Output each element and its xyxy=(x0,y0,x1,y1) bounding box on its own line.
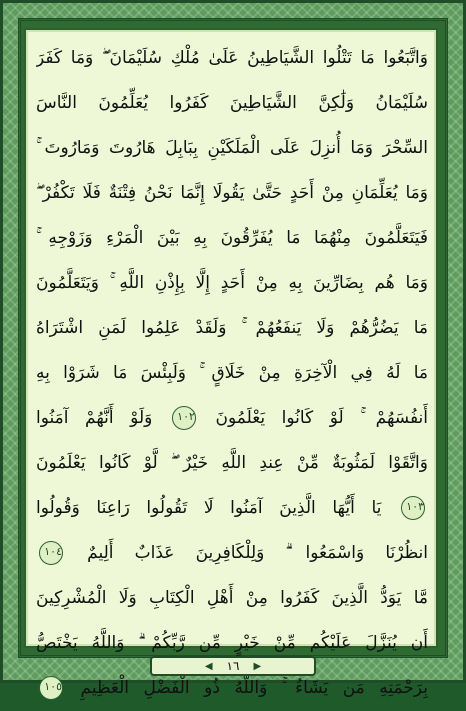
verse-line xyxy=(36,576,428,621)
verse-line xyxy=(36,351,428,396)
verse-line xyxy=(36,441,428,486)
ayah-number-marker: ١٠٣ xyxy=(401,496,425,520)
verse-line xyxy=(36,36,428,81)
verse-line xyxy=(36,126,428,171)
verse-text: وَاتَّقَوْا لَمَثُوبَةٌ مِّنْ عِندِ اللَّهِ خَيْرٌ ۖ لَّوْ كَانُوا يَعْلَمُونَ xyxy=(36,453,428,473)
verse-text: وَمَا يُعَلِّمَانِ مِنْ أَحَدٍ حَتَّىٰ يَقُولَا إِنَّمَا نَحْنُ فِتْنَةٌ فَلَا تَكْفُرْ ۖ xyxy=(36,183,428,203)
verse-text: وَاتَّبَعُوا مَا تَتْلُوا الشَّيَاطِينُ عَلَىٰ مُلْكِ سُلَيْمَانَ ۖ وَمَا كَفَرَ xyxy=(36,48,428,68)
ayah-number-marker: ١٠٥ xyxy=(39,676,63,700)
verse-lines xyxy=(36,36,428,711)
verse-line xyxy=(36,171,428,216)
verse-line xyxy=(36,216,428,261)
verse-line xyxy=(36,306,428,351)
verse-line xyxy=(36,396,428,441)
verse-text: انظُرْنَا وَاسْمَعُوا ۗ وَلِلْكَافِرِينَ عَذَابٌ أَلِيمٌ xyxy=(87,543,428,563)
verse-text: أَنفُسَهُمْ ۚ لَوْ كَانُوا يَعْلَمُونَ xyxy=(215,408,428,428)
verse-text: سُلَيْمَانُ وَلَٰكِنَّ الشَّيَاطِينَ كَفَرُوا يُعَلِّمُونَ النَّاسَ xyxy=(36,93,428,113)
verse-line xyxy=(36,261,428,306)
prev-page-icon[interactable]: ◀ xyxy=(204,660,213,672)
page-footer xyxy=(150,656,316,676)
verse-line xyxy=(36,531,428,576)
verse-text: وَمَا هُم بِضَارِّينَ بِهِ مِنْ أَحَدٍ إِلَّا بِإِذْنِ اللَّهِ ۚ وَيَتَعَلَّمُونَ xyxy=(36,273,428,293)
verse-text: مَا لَهُ فِي الْآخِرَةِ مِنْ خَلَاقٍ ۚ وَلَبِئْسَ مَا شَرَوْا بِهِ xyxy=(36,363,428,383)
ayah-number-marker: ١٠٢ xyxy=(172,406,196,430)
verse-text: مَا يَضُرُّهُمْ وَلَا يَنفَعُهُمْ ۚ وَلَقَدْ عَلِمُوا لَمَنِ اشْتَرَاهُ xyxy=(36,318,428,338)
verse-text: وَلَوْ أَنَّهُمْ آمَنُوا xyxy=(36,408,153,428)
verse-line xyxy=(36,81,428,126)
verse-text: فَيَتَعَلَّمُونَ مِنْهُمَا مَا يُفَرِّقُونَ بِهِ بَيْنَ الْمَرْءِ وَزَوْجِهِ ۚ xyxy=(36,228,428,248)
ayah-number-marker: ١٠٤ xyxy=(39,541,63,565)
next-page-icon[interactable]: ▶ xyxy=(253,660,262,672)
verse-text: يَا أَيُّهَا الَّذِينَ آمَنُوا لَا تَقُولُوا رَاعِنَا وَقُولُوا xyxy=(36,498,382,518)
verse-text: مَّا يَوَدُّ الَّذِينَ كَفَرُوا مِنْ أَهْلِ الْكِتَابِ وَلَا الْمُشْرِكِينَ xyxy=(36,588,428,608)
verse-text: بِرَحْمَتِهِ مَن يَشَاءُ ۚ وَاللَّهُ ذُو الْفَضْلِ الْعَظِيمِ xyxy=(80,678,428,698)
page-number: ١٦ xyxy=(226,659,240,673)
verse-line xyxy=(36,486,428,531)
verse-text: السِّحْرَ وَمَا أُنزِلَ عَلَى الْمَلَكَيْنِ بِبَابِلَ هَارُوتَ وَمَارُوتَ ۚ xyxy=(36,138,428,158)
verse-text: أَن يُنَزَّلَ عَلَيْكُم مِّنْ خَيْرٍ مِّن رَّبِّكُمْ ۗ وَاللَّهُ يَخْتَصُّ xyxy=(36,633,428,653)
